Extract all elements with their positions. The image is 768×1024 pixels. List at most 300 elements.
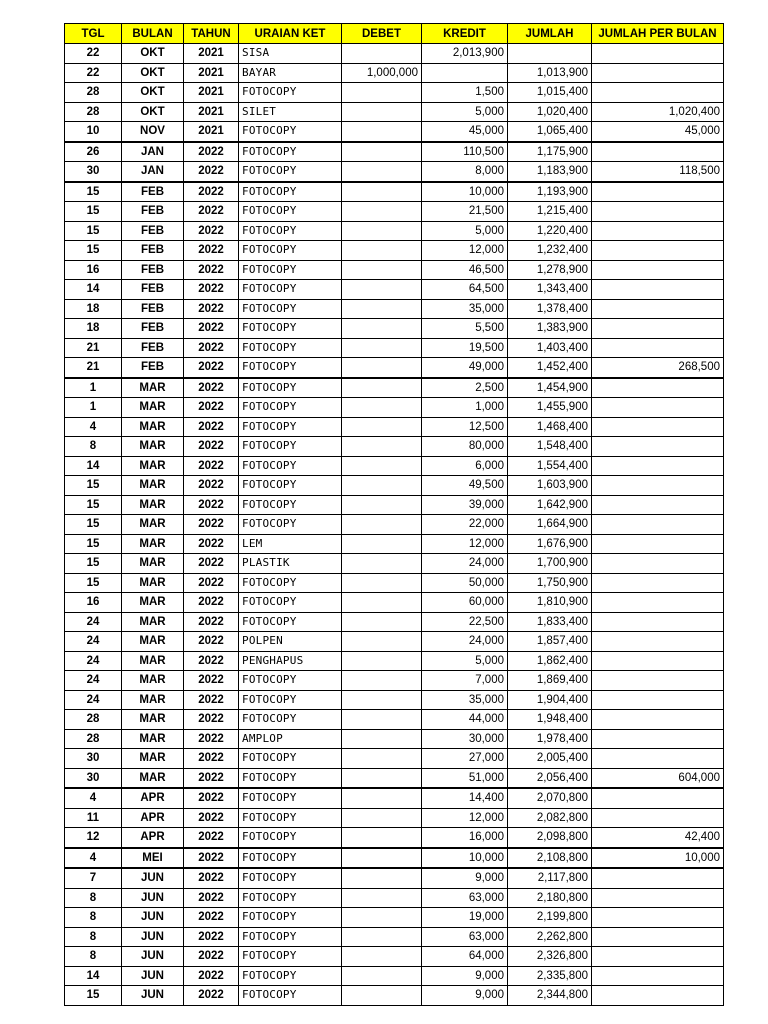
table-row bbox=[65, 44, 724, 64]
ledger-body bbox=[65, 44, 724, 1006]
cell-uraian-ket: AMPLOP bbox=[239, 729, 342, 749]
cell-jumlah-per-bulan: 1,020,400 bbox=[592, 102, 724, 122]
cell-jumlah-per-bulan bbox=[592, 927, 724, 947]
cell-jumlah-per-bulan bbox=[592, 632, 724, 652]
table-row bbox=[65, 710, 724, 730]
cell-tgl: 10 bbox=[65, 122, 122, 142]
table-row bbox=[65, 848, 724, 869]
cell-bulan: APR bbox=[122, 808, 184, 828]
cell-bulan: MAR bbox=[122, 573, 184, 593]
cell-debet bbox=[342, 788, 422, 808]
cell-tgl: 24 bbox=[65, 632, 122, 652]
table-row bbox=[65, 319, 724, 339]
cell-jumlah-per-bulan bbox=[592, 573, 724, 593]
cell-debet bbox=[342, 986, 422, 1006]
cell-debet bbox=[342, 456, 422, 476]
cell-bulan: MAR bbox=[122, 632, 184, 652]
cell-bulan: JUN bbox=[122, 947, 184, 967]
cell-tgl: 22 bbox=[65, 63, 122, 83]
cell-kredit: 6,000 bbox=[422, 456, 508, 476]
cell-jumlah-per-bulan bbox=[592, 182, 724, 202]
cell-uraian-ket: FOTOCOPY bbox=[239, 749, 342, 769]
cell-jumlah: 1,833,400 bbox=[508, 612, 592, 632]
cell-tgl: 15 bbox=[65, 202, 122, 222]
cell-bulan: NOV bbox=[122, 122, 184, 142]
cell-bulan: FEB bbox=[122, 260, 184, 280]
cell-jumlah-per-bulan bbox=[592, 908, 724, 928]
cell-tgl: 21 bbox=[65, 358, 122, 378]
cell-kredit: 35,000 bbox=[422, 690, 508, 710]
cell-jumlah-per-bulan bbox=[592, 554, 724, 574]
cell-jumlah: 1,603,900 bbox=[508, 476, 592, 496]
cell-kredit: 16,000 bbox=[422, 828, 508, 848]
cell-jumlah: 1,383,900 bbox=[508, 319, 592, 339]
table-row bbox=[65, 358, 724, 378]
table-row bbox=[65, 162, 724, 182]
cell-tahun: 2022 bbox=[184, 280, 239, 300]
cell-uraian-ket: FOTOCOPY bbox=[239, 888, 342, 908]
table-row bbox=[65, 241, 724, 261]
cell-tahun: 2022 bbox=[184, 632, 239, 652]
cell-jumlah: 1,013,900 bbox=[508, 63, 592, 83]
cell-tahun: 2022 bbox=[184, 710, 239, 730]
cell-tahun: 2022 bbox=[184, 241, 239, 261]
cell-jumlah: 2,056,400 bbox=[508, 768, 592, 788]
col-header-bulan: BULAN bbox=[122, 24, 184, 44]
cell-debet bbox=[342, 44, 422, 64]
cell-tahun: 2022 bbox=[184, 848, 239, 869]
cell-kredit: 10,000 bbox=[422, 848, 508, 869]
cell-kredit: 12,000 bbox=[422, 808, 508, 828]
cell-tgl: 30 bbox=[65, 162, 122, 182]
cell-bulan: FEB bbox=[122, 299, 184, 319]
cell-kredit: 9,000 bbox=[422, 868, 508, 888]
cell-jumlah-per-bulan bbox=[592, 241, 724, 261]
cell-kredit: 1,000 bbox=[422, 398, 508, 418]
cell-tahun: 2022 bbox=[184, 299, 239, 319]
cell-uraian-ket: FOTOCOPY bbox=[239, 202, 342, 222]
cell-jumlah: 1,193,900 bbox=[508, 182, 592, 202]
table-row bbox=[65, 515, 724, 535]
cell-uraian-ket: FOTOCOPY bbox=[239, 280, 342, 300]
cell-jumlah: 2,262,800 bbox=[508, 927, 592, 947]
cell-bulan: FEB bbox=[122, 319, 184, 339]
cell-kredit: 5,000 bbox=[422, 651, 508, 671]
cell-tgl: 14 bbox=[65, 966, 122, 986]
col-header-tgl: TGL bbox=[65, 24, 122, 44]
cell-kredit: 5,000 bbox=[422, 102, 508, 122]
cell-debet bbox=[342, 848, 422, 869]
cell-bulan: MAR bbox=[122, 456, 184, 476]
cell-tahun: 2022 bbox=[184, 495, 239, 515]
cell-tgl: 30 bbox=[65, 768, 122, 788]
table-row bbox=[65, 102, 724, 122]
cell-tgl: 8 bbox=[65, 947, 122, 967]
cell-jumlah: 1,978,400 bbox=[508, 729, 592, 749]
cell-uraian-ket: POLPEN bbox=[239, 632, 342, 652]
cell-tgl: 28 bbox=[65, 729, 122, 749]
cell-jumlah: 1,175,900 bbox=[508, 142, 592, 162]
cell-kredit bbox=[422, 63, 508, 83]
cell-tahun: 2022 bbox=[184, 768, 239, 788]
cell-uraian-ket: FOTOCOPY bbox=[239, 338, 342, 358]
cell-debet bbox=[342, 966, 422, 986]
cell-kredit: 30,000 bbox=[422, 729, 508, 749]
cell-debet bbox=[342, 671, 422, 691]
cell-bulan: FEB bbox=[122, 241, 184, 261]
cell-bulan: MAR bbox=[122, 768, 184, 788]
cell-tgl: 14 bbox=[65, 280, 122, 300]
cell-kredit: 110,500 bbox=[422, 142, 508, 162]
cell-bulan: MAR bbox=[122, 398, 184, 418]
cell-tgl: 11 bbox=[65, 808, 122, 828]
cell-debet bbox=[342, 690, 422, 710]
cell-kredit: 24,000 bbox=[422, 554, 508, 574]
cell-jumlah-per-bulan bbox=[592, 476, 724, 496]
cell-uraian-ket: FOTOCOPY bbox=[239, 986, 342, 1006]
cell-jumlah-per-bulan bbox=[592, 319, 724, 339]
cell-debet bbox=[342, 202, 422, 222]
cell-debet bbox=[342, 319, 422, 339]
table-row bbox=[65, 749, 724, 769]
cell-bulan: MAR bbox=[122, 749, 184, 769]
cell-jumlah-per-bulan bbox=[592, 495, 724, 515]
cell-jumlah: 1,810,900 bbox=[508, 593, 592, 613]
cell-tahun: 2022 bbox=[184, 338, 239, 358]
cell-debet bbox=[342, 358, 422, 378]
cell-jumlah-per-bulan bbox=[592, 671, 724, 691]
cell-jumlah: 2,180,800 bbox=[508, 888, 592, 908]
cell-jumlah: 2,199,800 bbox=[508, 908, 592, 928]
cell-tahun: 2022 bbox=[184, 788, 239, 808]
cell-tgl: 28 bbox=[65, 102, 122, 122]
cell-tahun: 2022 bbox=[184, 868, 239, 888]
cell-jumlah-per-bulan: 604,000 bbox=[592, 768, 724, 788]
table-row bbox=[65, 632, 724, 652]
cell-uraian-ket: FOTOCOPY bbox=[239, 908, 342, 928]
table-row bbox=[65, 122, 724, 142]
cell-bulan: JUN bbox=[122, 888, 184, 908]
cell-jumlah: 2,082,800 bbox=[508, 808, 592, 828]
cell-tahun: 2022 bbox=[184, 534, 239, 554]
cell-debet bbox=[342, 182, 422, 202]
cell-bulan: MAR bbox=[122, 534, 184, 554]
cell-uraian-ket: FOTOCOPY bbox=[239, 828, 342, 848]
cell-kredit: 22,000 bbox=[422, 515, 508, 535]
cell-bulan: APR bbox=[122, 828, 184, 848]
cell-bulan: MAR bbox=[122, 651, 184, 671]
cell-jumlah-per-bulan bbox=[592, 888, 724, 908]
cell-tahun: 2022 bbox=[184, 437, 239, 457]
cell-jumlah-per-bulan bbox=[592, 612, 724, 632]
cell-jumlah-per-bulan bbox=[592, 417, 724, 437]
cell-tahun: 2022 bbox=[184, 398, 239, 418]
cell-kredit: 49,000 bbox=[422, 358, 508, 378]
cell-bulan: MAR bbox=[122, 593, 184, 613]
cell-tgl: 18 bbox=[65, 299, 122, 319]
cell-jumlah bbox=[508, 44, 592, 64]
cell-jumlah: 1,220,400 bbox=[508, 221, 592, 241]
cell-uraian-ket: FOTOCOPY bbox=[239, 241, 342, 261]
cell-debet bbox=[342, 299, 422, 319]
col-header-kredit: KREDIT bbox=[422, 24, 508, 44]
table-row bbox=[65, 828, 724, 848]
cell-jumlah: 1,468,400 bbox=[508, 417, 592, 437]
cell-tahun: 2022 bbox=[184, 612, 239, 632]
cell-debet bbox=[342, 534, 422, 554]
cell-tahun: 2022 bbox=[184, 947, 239, 967]
cell-jumlah-per-bulan bbox=[592, 63, 724, 83]
cell-uraian-ket: FOTOCOPY bbox=[239, 868, 342, 888]
cell-uraian-ket: FOTOCOPY bbox=[239, 122, 342, 142]
cell-kredit: 12,000 bbox=[422, 534, 508, 554]
cell-tgl: 24 bbox=[65, 612, 122, 632]
cell-debet bbox=[342, 729, 422, 749]
cell-jumlah: 1,454,900 bbox=[508, 378, 592, 398]
cell-jumlah-per-bulan bbox=[592, 534, 724, 554]
cell-jumlah-per-bulan bbox=[592, 729, 724, 749]
cell-tgl: 18 bbox=[65, 319, 122, 339]
cell-tahun: 2022 bbox=[184, 476, 239, 496]
cell-jumlah-per-bulan bbox=[592, 437, 724, 457]
table-row bbox=[65, 768, 724, 788]
cell-kredit: 2,500 bbox=[422, 378, 508, 398]
cell-kredit: 8,000 bbox=[422, 162, 508, 182]
table-row bbox=[65, 338, 724, 358]
cell-kredit: 9,000 bbox=[422, 986, 508, 1006]
cell-bulan: FEB bbox=[122, 202, 184, 222]
cell-debet bbox=[342, 437, 422, 457]
cell-tahun: 2022 bbox=[184, 554, 239, 574]
header-row bbox=[65, 24, 724, 44]
cell-uraian-ket: FOTOCOPY bbox=[239, 182, 342, 202]
cell-tgl: 15 bbox=[65, 515, 122, 535]
cell-bulan: MAR bbox=[122, 671, 184, 691]
cell-tahun: 2022 bbox=[184, 182, 239, 202]
cell-debet bbox=[342, 398, 422, 418]
cell-tgl: 1 bbox=[65, 378, 122, 398]
cell-bulan: OKT bbox=[122, 102, 184, 122]
col-header-uraian-ket: URAIAN KET bbox=[239, 24, 342, 44]
cell-jumlah: 1,452,400 bbox=[508, 358, 592, 378]
cell-bulan: MAR bbox=[122, 554, 184, 574]
cell-debet bbox=[342, 632, 422, 652]
cell-tgl: 15 bbox=[65, 534, 122, 554]
table-row bbox=[65, 182, 724, 202]
cell-tgl: 15 bbox=[65, 182, 122, 202]
cell-jumlah-per-bulan bbox=[592, 868, 724, 888]
cell-jumlah: 1,020,400 bbox=[508, 102, 592, 122]
cell-kredit: 7,000 bbox=[422, 671, 508, 691]
cell-debet bbox=[342, 710, 422, 730]
cell-debet bbox=[342, 495, 422, 515]
cell-tgl: 24 bbox=[65, 671, 122, 691]
cell-uraian-ket: SISA bbox=[239, 44, 342, 64]
cell-kredit: 14,400 bbox=[422, 788, 508, 808]
cell-bulan: MAR bbox=[122, 495, 184, 515]
cell-debet bbox=[342, 162, 422, 182]
cell-jumlah: 1,676,900 bbox=[508, 534, 592, 554]
cell-jumlah: 1,904,400 bbox=[508, 690, 592, 710]
cell-bulan: MAR bbox=[122, 612, 184, 632]
cell-uraian-ket: PENGHAPUS bbox=[239, 651, 342, 671]
cell-debet bbox=[342, 768, 422, 788]
cell-kredit: 5,000 bbox=[422, 221, 508, 241]
cell-jumlah-per-bulan bbox=[592, 398, 724, 418]
cell-jumlah-per-bulan bbox=[592, 221, 724, 241]
table-row bbox=[65, 788, 724, 808]
cell-uraian-ket: FOTOCOPY bbox=[239, 671, 342, 691]
cell-uraian-ket: BAYAR bbox=[239, 63, 342, 83]
cell-tahun: 2022 bbox=[184, 417, 239, 437]
table-row bbox=[65, 651, 724, 671]
cell-bulan: OKT bbox=[122, 83, 184, 103]
cell-debet bbox=[342, 828, 422, 848]
cell-debet bbox=[342, 280, 422, 300]
cell-jumlah: 1,232,400 bbox=[508, 241, 592, 261]
cell-jumlah: 2,070,800 bbox=[508, 788, 592, 808]
cell-jumlah-per-bulan bbox=[592, 456, 724, 476]
cell-bulan: MAR bbox=[122, 710, 184, 730]
cell-tgl: 30 bbox=[65, 749, 122, 769]
cell-tgl: 24 bbox=[65, 690, 122, 710]
cell-jumlah-per-bulan bbox=[592, 378, 724, 398]
col-header-jumlah: JUMLAH bbox=[508, 24, 592, 44]
cell-kredit: 45,000 bbox=[422, 122, 508, 142]
cell-uraian-ket: FOTOCOPY bbox=[239, 927, 342, 947]
cell-bulan: JUN bbox=[122, 986, 184, 1006]
cell-bulan: JAN bbox=[122, 162, 184, 182]
cell-kredit: 21,500 bbox=[422, 202, 508, 222]
cell-bulan: JUN bbox=[122, 927, 184, 947]
cell-debet: 1,000,000 bbox=[342, 63, 422, 83]
cell-uraian-ket: FOTOCOPY bbox=[239, 593, 342, 613]
cell-jumlah: 2,117,800 bbox=[508, 868, 592, 888]
cell-jumlah-per-bulan: 10,000 bbox=[592, 848, 724, 869]
cell-debet bbox=[342, 221, 422, 241]
cell-kredit: 44,000 bbox=[422, 710, 508, 730]
ledger-table bbox=[64, 23, 724, 1006]
cell-kredit: 27,000 bbox=[422, 749, 508, 769]
cell-jumlah: 2,005,400 bbox=[508, 749, 592, 769]
cell-uraian-ket: FOTOCOPY bbox=[239, 768, 342, 788]
cell-jumlah: 1,343,400 bbox=[508, 280, 592, 300]
cell-uraian-ket: FOTOCOPY bbox=[239, 142, 342, 162]
cell-jumlah-per-bulan: 118,500 bbox=[592, 162, 724, 182]
cell-tgl: 15 bbox=[65, 241, 122, 261]
cell-kredit: 9,000 bbox=[422, 966, 508, 986]
cell-jumlah: 2,344,800 bbox=[508, 986, 592, 1006]
cell-bulan: OKT bbox=[122, 44, 184, 64]
cell-uraian-ket: FOTOCOPY bbox=[239, 612, 342, 632]
cell-uraian-ket: PLASTIK bbox=[239, 554, 342, 574]
cell-bulan: MAR bbox=[122, 690, 184, 710]
cell-tahun: 2022 bbox=[184, 828, 239, 848]
cell-tgl: 4 bbox=[65, 848, 122, 869]
cell-tahun: 2022 bbox=[184, 358, 239, 378]
cell-jumlah: 2,335,800 bbox=[508, 966, 592, 986]
cell-kredit: 51,000 bbox=[422, 768, 508, 788]
table-row bbox=[65, 437, 724, 457]
cell-tahun: 2022 bbox=[184, 593, 239, 613]
cell-uraian-ket: FOTOCOPY bbox=[239, 710, 342, 730]
cell-jumlah: 1,857,400 bbox=[508, 632, 592, 652]
cell-tgl: 12 bbox=[65, 828, 122, 848]
cell-tgl: 21 bbox=[65, 338, 122, 358]
cell-jumlah: 2,098,800 bbox=[508, 828, 592, 848]
cell-tgl: 16 bbox=[65, 260, 122, 280]
cell-tahun: 2022 bbox=[184, 908, 239, 928]
table-row bbox=[65, 476, 724, 496]
cell-uraian-ket: FOTOCOPY bbox=[239, 456, 342, 476]
cell-jumlah-per-bulan bbox=[592, 280, 724, 300]
cell-tgl: 15 bbox=[65, 573, 122, 593]
cell-jumlah-per-bulan bbox=[592, 593, 724, 613]
cell-tgl: 14 bbox=[65, 456, 122, 476]
cell-debet bbox=[342, 868, 422, 888]
cell-kredit: 63,000 bbox=[422, 927, 508, 947]
table-row bbox=[65, 398, 724, 418]
table-row bbox=[65, 690, 724, 710]
cell-tahun: 2022 bbox=[184, 729, 239, 749]
cell-kredit: 5,500 bbox=[422, 319, 508, 339]
cell-bulan: FEB bbox=[122, 280, 184, 300]
cell-jumlah-per-bulan bbox=[592, 690, 724, 710]
cell-jumlah-per-bulan bbox=[592, 749, 724, 769]
cell-jumlah-per-bulan bbox=[592, 966, 724, 986]
cell-bulan: JUN bbox=[122, 908, 184, 928]
cell-debet bbox=[342, 83, 422, 103]
cell-uraian-ket: FOTOCOPY bbox=[239, 848, 342, 869]
table-row bbox=[65, 927, 724, 947]
cell-uraian-ket: FOTOCOPY bbox=[239, 221, 342, 241]
cell-jumlah: 1,183,900 bbox=[508, 162, 592, 182]
table-row bbox=[65, 808, 724, 828]
cell-tahun: 2022 bbox=[184, 319, 239, 339]
table-row bbox=[65, 63, 724, 83]
cell-tahun: 2021 bbox=[184, 63, 239, 83]
cell-jumlah-per-bulan bbox=[592, 83, 724, 103]
cell-uraian-ket: FOTOCOPY bbox=[239, 417, 342, 437]
cell-bulan: FEB bbox=[122, 221, 184, 241]
table-row bbox=[65, 729, 724, 749]
cell-tahun: 2022 bbox=[184, 808, 239, 828]
cell-kredit: 12,000 bbox=[422, 241, 508, 261]
cell-uraian-ket: FOTOCOPY bbox=[239, 966, 342, 986]
cell-tgl: 28 bbox=[65, 710, 122, 730]
cell-tahun: 2022 bbox=[184, 378, 239, 398]
cell-uraian-ket: FOTOCOPY bbox=[239, 690, 342, 710]
cell-tgl: 15 bbox=[65, 554, 122, 574]
cell-jumlah: 1,750,900 bbox=[508, 573, 592, 593]
cell-jumlah-per-bulan: 45,000 bbox=[592, 122, 724, 142]
cell-tahun: 2022 bbox=[184, 515, 239, 535]
table-row bbox=[65, 908, 724, 928]
cell-uraian-ket: LEM bbox=[239, 534, 342, 554]
cell-kredit: 2,013,900 bbox=[422, 44, 508, 64]
col-header-tahun: TAHUN bbox=[184, 24, 239, 44]
cell-kredit: 80,000 bbox=[422, 437, 508, 457]
cell-tahun: 2022 bbox=[184, 749, 239, 769]
cell-tahun: 2022 bbox=[184, 202, 239, 222]
cell-kredit: 10,000 bbox=[422, 182, 508, 202]
cell-jumlah: 1,869,400 bbox=[508, 671, 592, 691]
cell-bulan: JUN bbox=[122, 868, 184, 888]
table-row bbox=[65, 83, 724, 103]
cell-jumlah-per-bulan bbox=[592, 260, 724, 280]
cell-kredit: 50,000 bbox=[422, 573, 508, 593]
cell-bulan: FEB bbox=[122, 358, 184, 378]
